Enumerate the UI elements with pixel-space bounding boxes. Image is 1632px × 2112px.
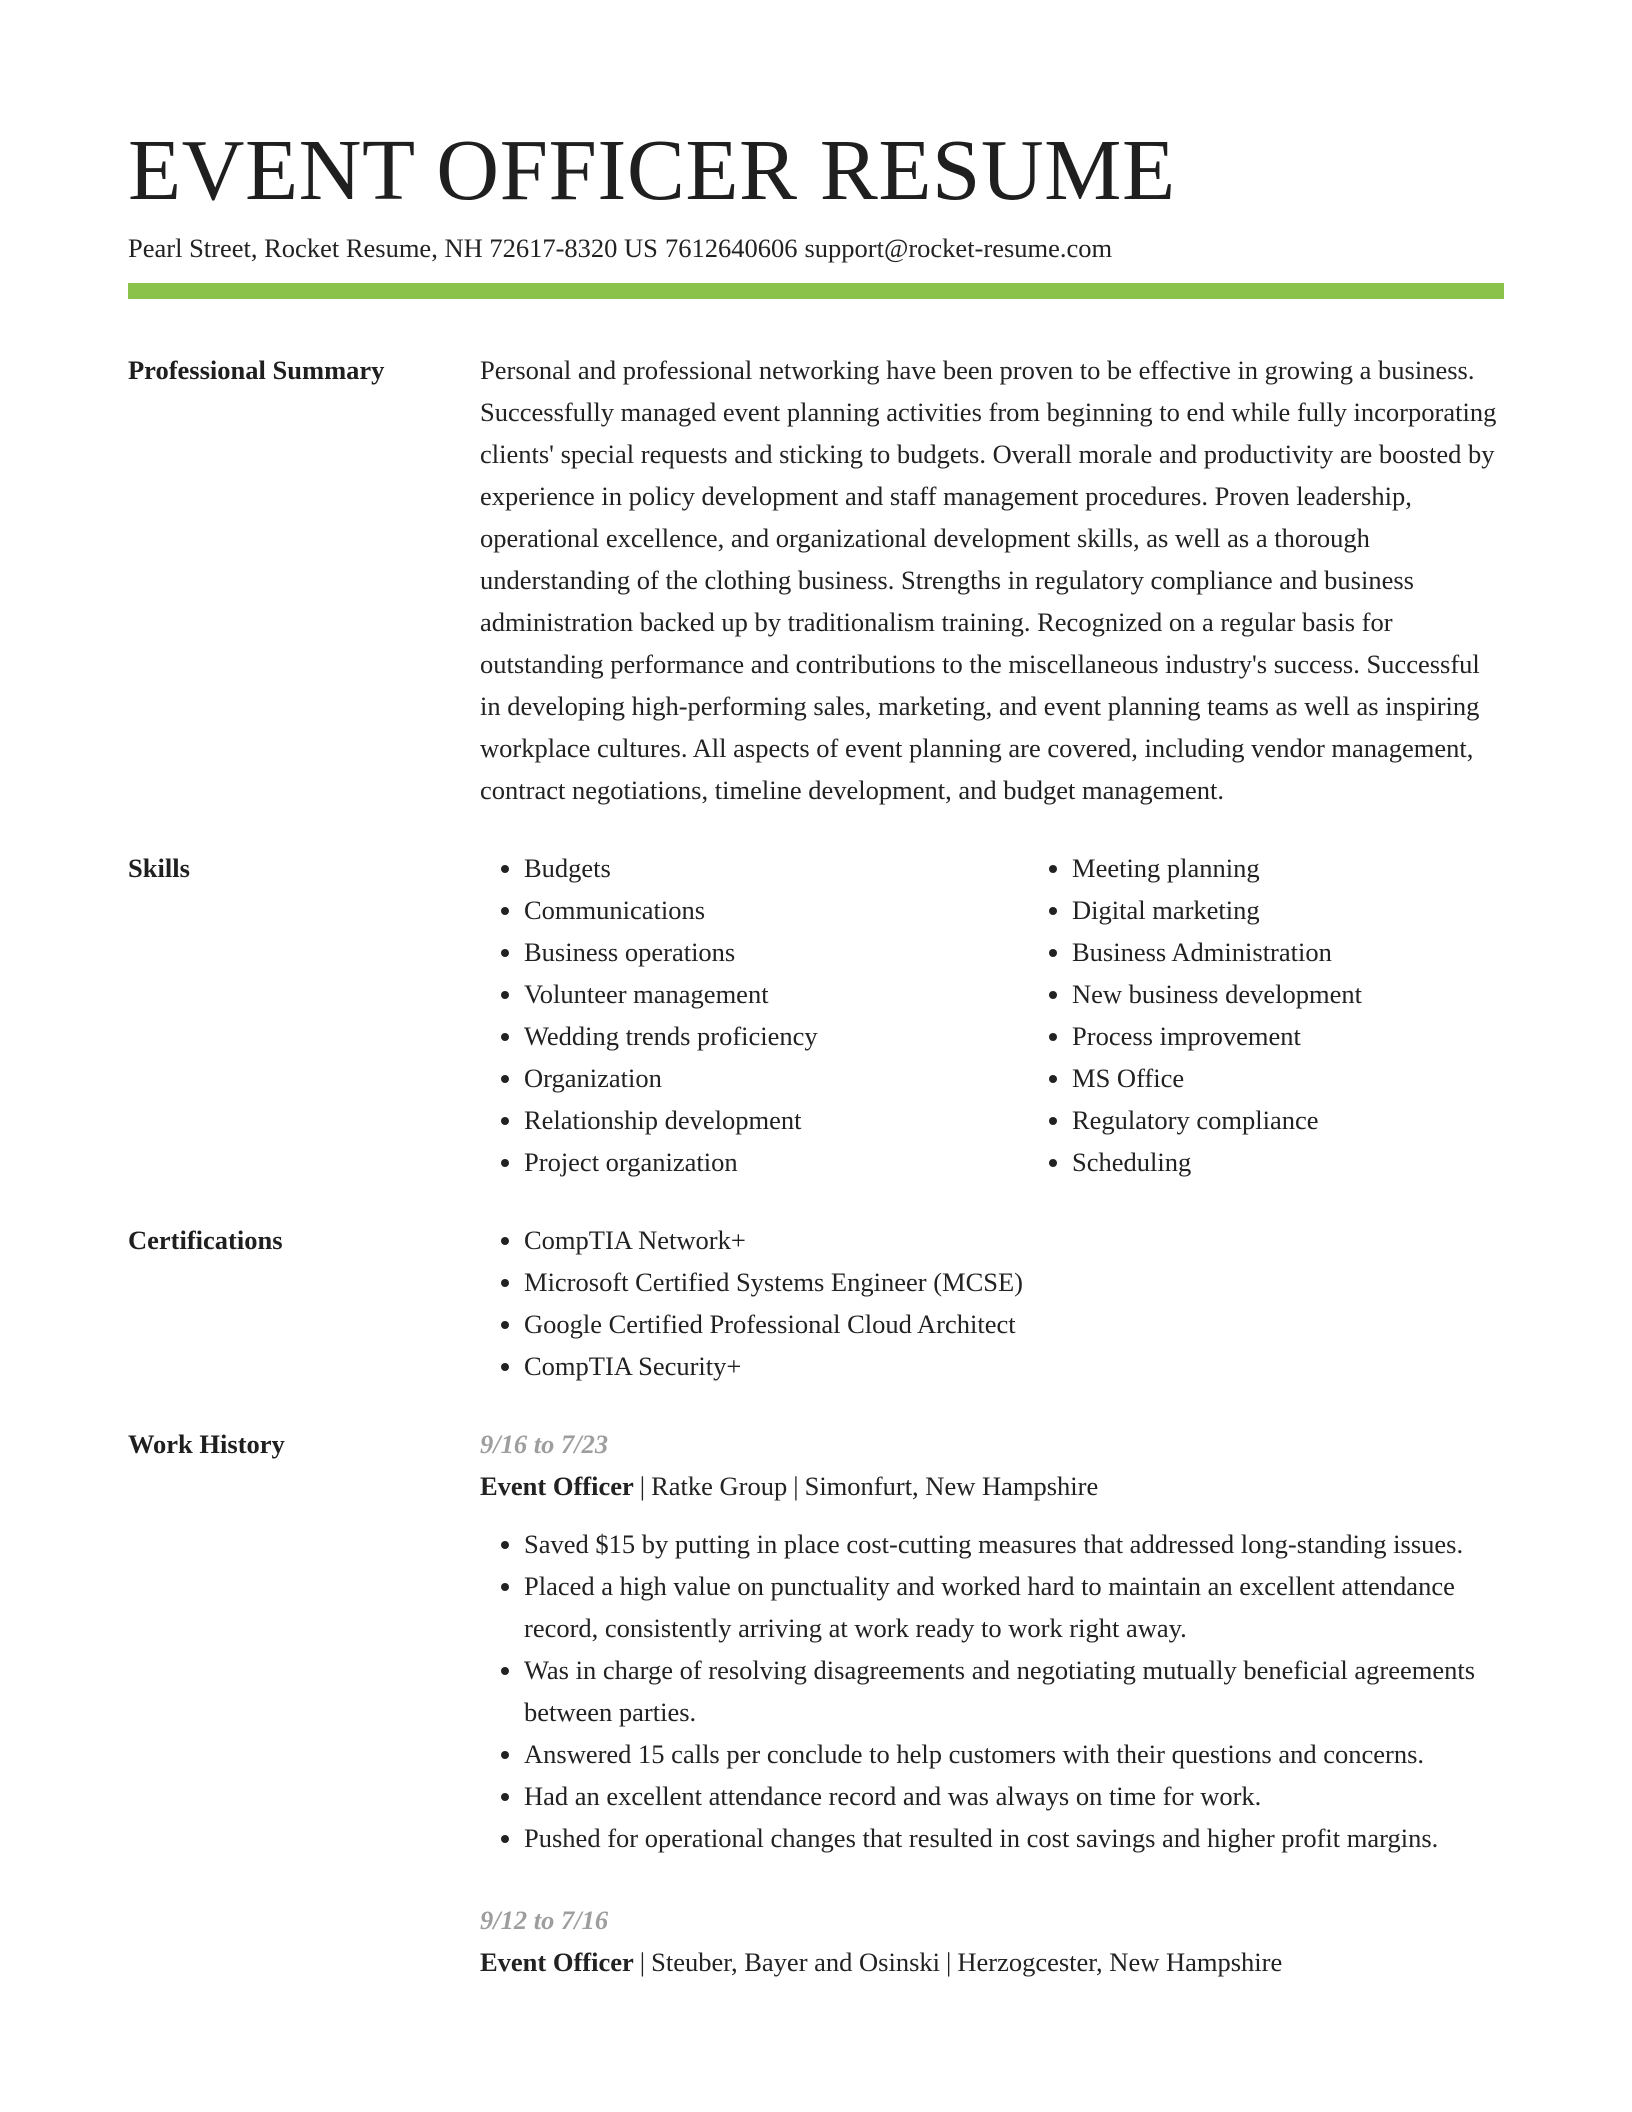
job-company: Steuber, Bayer and Osinski: [651, 1947, 941, 1977]
skill-item: • Organization: [524, 1057, 1028, 1099]
resume-page: [128, 120, 1504, 2011]
skills-list-right: [1028, 847, 1576, 1183]
skill-item: • Business operations: [524, 931, 1028, 973]
skill-item: • Wedding trends proficiency: [524, 1015, 1028, 1057]
skill-item: • Regulatory compliance: [1072, 1099, 1576, 1141]
skill-item: • Meeting planning: [1072, 847, 1576, 889]
skill-item: • MS Office: [1072, 1057, 1576, 1099]
contact-address: Pearl Street, Rocket Resume, NH 72617-8320 US: [128, 233, 658, 263]
job-separator: |: [639, 1471, 646, 1501]
skills-list-left: [480, 847, 1028, 1183]
skill-item: • Scheduling: [1072, 1141, 1576, 1183]
certifications-heading: Certifications: [128, 1225, 283, 1255]
job-entry: [480, 1899, 1504, 1983]
contact-line: [128, 230, 1504, 266]
skills-section: [128, 847, 1504, 1183]
job-separator: |: [793, 1471, 799, 1501]
resume-title: EVENT OFFICER RESUME: [128, 121, 1176, 218]
skill-item: • Digital marketing: [1072, 889, 1576, 931]
contact-email: support@rocket-resume.com: [804, 233, 1113, 263]
job-duty-item: • Was in charge of resolving disagreements and negotiating mutually beneficial agreements between parties.: [524, 1649, 1504, 1733]
skill-item: • New business development: [1072, 973, 1576, 1015]
skills-heading: Skills: [128, 853, 190, 883]
certifications-section: [128, 1219, 1504, 1387]
job-dates: 9/16 to 7/23: [480, 1429, 609, 1459]
job-heading: [480, 1941, 1504, 1983]
job-duty-item: • Had an excellent attendance record and was always on time for work.: [524, 1775, 1504, 1817]
skill-item: • Budgets: [524, 847, 1028, 889]
certification-item: • CompTIA Network+: [524, 1219, 1504, 1261]
contact-phone: 7612640606: [664, 233, 798, 263]
job-dates: 9/12 to 7/16: [480, 1905, 609, 1935]
skill-item: • Business Administration: [1072, 931, 1576, 973]
job-entry: [480, 1423, 1504, 1859]
job-location: Herzogcester, New Hampshire: [957, 1947, 1283, 1977]
skill-item: • Communications: [524, 889, 1028, 931]
job-duty-item: • Placed a high value on punctuality and worked hard to maintain an excellent attendance record, consistently arriving at work ready to work right away.: [524, 1565, 1504, 1649]
skill-item: • Relationship development: [524, 1099, 1028, 1141]
certifications-list: [480, 1219, 1504, 1387]
certification-item: • CompTIA Security+: [524, 1345, 1504, 1387]
work-history-section: [128, 1423, 1504, 2011]
job-heading: [480, 1465, 1504, 1507]
job-title: Event Officer: [480, 1947, 634, 1977]
certification-item: • Google Certified Professional Cloud Architect: [524, 1303, 1504, 1345]
skill-item: • Project organization: [524, 1141, 1028, 1183]
job-duty-item: • Pushed for operational changes that resulted in cost savings and higher profit margins.: [524, 1817, 1504, 1859]
job-separator: |: [639, 1947, 646, 1977]
job-duties-list: [480, 1523, 1504, 1859]
skills-grid: [480, 847, 1576, 1183]
skill-item: • Volunteer management: [524, 973, 1028, 1015]
job-duty-item: • Saved $15 by putting in place cost-cutting measures that addressed long-standing issues.: [524, 1523, 1504, 1565]
summary-section: [128, 349, 1504, 811]
certification-item: • Microsoft Certified Systems Engineer (MCSE): [524, 1261, 1504, 1303]
header-divider: [128, 283, 1504, 299]
job-separator: |: [946, 1947, 952, 1977]
job-company: Ratke Group: [651, 1471, 788, 1501]
summary-heading: Professional Summary: [128, 355, 385, 385]
work-history-heading: Work History: [128, 1429, 285, 1459]
skill-item: • Process improvement: [1072, 1015, 1576, 1057]
job-location: Simonfurt, New Hampshire: [804, 1471, 1099, 1501]
job-title: Event Officer: [480, 1471, 634, 1501]
summary-text: Personal and professional networking have been proven to be effective in growing a business. Successfully managed event planning activities from beginning to end while fully incorporating clients' special requests and sticking to budgets. Overall morale and productivity are boosted by experience in policy development and staff management procedures. Proven leadership, operational excellence, and organizational development skills, as well as a thorough understanding of the clothing business. Strengths in regulatory compliance and business administration backed up by traditionalism training. Recognized on a regular basis for outstanding performance and contributions to the miscellaneous industry's success. Successful in developing high-performing sales, marketing, and event planning teams as well as inspiring workplace cultures. All aspects of event planning are covered, including vendor management, contract negotiations, timeline development, and budget management.: [480, 355, 1497, 805]
job-duty-item: • Answered 15 calls per conclude to help customers with their questions and concerns.: [524, 1733, 1504, 1775]
